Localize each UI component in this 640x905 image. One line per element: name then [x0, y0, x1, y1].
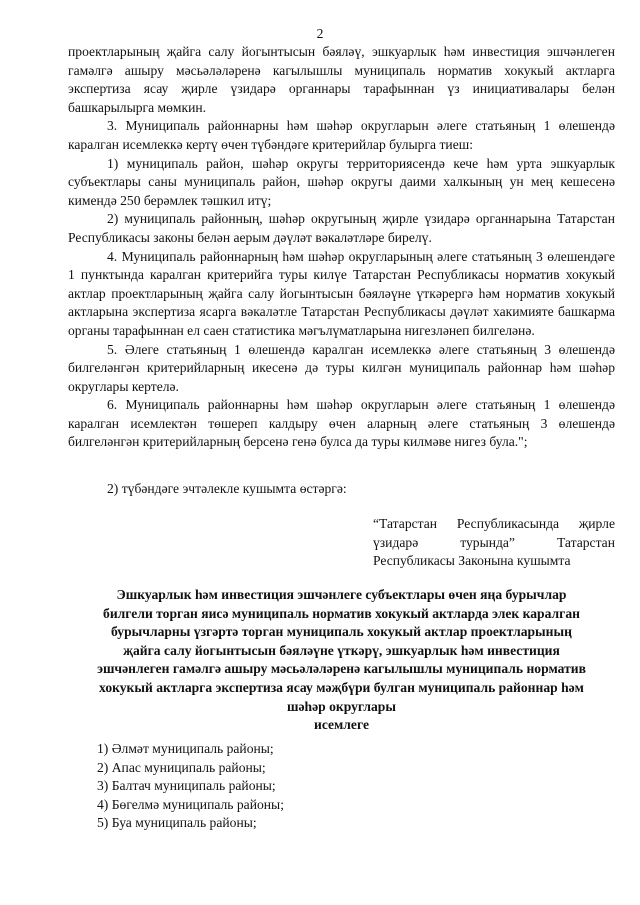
- paragraph-item-5: 5. Әлеге статьяның 1 өлешендә каралган исемлеккә әлеге статьяның 3 өлешендә билгеләнгән критерийларның икесенә дә туры килгән муниципаль районнар һәм шәһәр округлары кертелә.: [68, 341, 615, 394]
- list-item: 1) Әлмәт муниципаль районы;: [97, 741, 274, 756]
- title-line: эшчәнлеген гамәлгә ашыру мәсьәләләренә кагылышлы муниципаль норматив: [97, 661, 586, 677]
- title-line: исемлеге: [313, 717, 369, 733]
- paragraph-criterion-2: 2) муниципаль районның, шәһәр округының җирле үзидарә органнарына Татарстан Республикасы законы белән аерым дәүләт вәкаләтләре бирелү.: [68, 211, 615, 245]
- title-line: бурычларны үзгәртә торган муниципаль хокукый актлар проектларының: [111, 624, 572, 640]
- list-item: 3) Балтач муниципаль районы;: [97, 778, 276, 794]
- title-line: җайга салу йогынтысын бәяләүне үткәрү, эшкуарлык һәм инвестиция: [123, 642, 560, 658]
- district-list: [97, 740, 497, 833]
- paragraph-continuation: проектларының җайга салу йогынтысын бәяләү, эшкуарлык һәм инвестиция эшчәнлеген гамәлгә ашыру мәсьәләләренә кагылышлы муниципаль норматив хокукый актларга экспертиза ясау җирле үзидарә органнары тарафыннан үз инициативалары белән башкарылырга мөмкин.: [68, 44, 615, 115]
- title-line: билгели торган яисә муниципаль норматив хокукый актларда элек каралган: [103, 605, 580, 621]
- sub-item-text: 2) түбәндәге эчтәлекле кушымта өстәргә:: [107, 481, 347, 497]
- list-item: 2) Апас муниципаль районы;: [97, 759, 266, 775]
- title-line: шәһәр округлары: [287, 698, 396, 714]
- paragraph-item-4: 4. Муниципаль районнарның һәм шәһәр округларының әлеге статьяның 3 өлешендәге 1 пунктында каралган критерийга туры килүе Татарстан Республикасы норматив хокукый актлар проектларының җайга салу йогынтысын бәяләүне үткәрергә һәм норматив хокукый актларына экспертиза ясарга вәкаләтле Татарстан Республикасы дәүләт хакимияте башкарма органы тарафыннан ел саен статистика мәгълүматларына нигезләнеп билгеләнә.: [68, 248, 615, 338]
- list-title: [58, 586, 625, 735]
- document-body: [68, 43, 615, 499]
- list-item: 4) Бөгелмә муниципаль районы;: [97, 796, 284, 812]
- title-line: Эшкуарлык һәм инвестиция эшчәнлеге субъектлары өчен яңа бурычлар: [116, 587, 567, 602]
- list-item: 5) Буа муниципаль районы;: [97, 815, 257, 831]
- page-number: 2: [316, 26, 324, 41]
- spacer: [68, 452, 615, 480]
- paragraph-criterion-1: 1) муниципаль район, шәһәр округы территориясендә кече һәм урта эшкуарлык субъектлары саны муниципаль район, шәһәр округы даими халкының ун мең кешесенә кимендә 250 берәмлек тәшкил итү;: [68, 155, 615, 208]
- paragraph-item-3: 3. Муниципаль районнарны һәм шәһәр округларын әлеге статьяның 1 өлешендә каралган исемлеккә кертү өчен түбәндәге критерийлар булырга тиеш:: [68, 118, 615, 152]
- title-line: хокукый актларга экспертиза ясау мәҗбүри булган муниципаль районнар һәм: [99, 679, 584, 695]
- appendix-note: “Татарстан Республикасында җирле үзидарә турында” Татарстан Республикасы Законына кушымта: [373, 516, 615, 569]
- paragraph-item-6: 6. Муниципаль районнарны һәм шәһәр округларын әлеге статьяның 1 өлешендә каралган исемлектән төшереп калдыру өчен аларның әлеге статьяның 3 өлешендә билгеләнгән критерийларның берсенә генә булса да туры килмәве нигез була.";: [68, 397, 615, 450]
